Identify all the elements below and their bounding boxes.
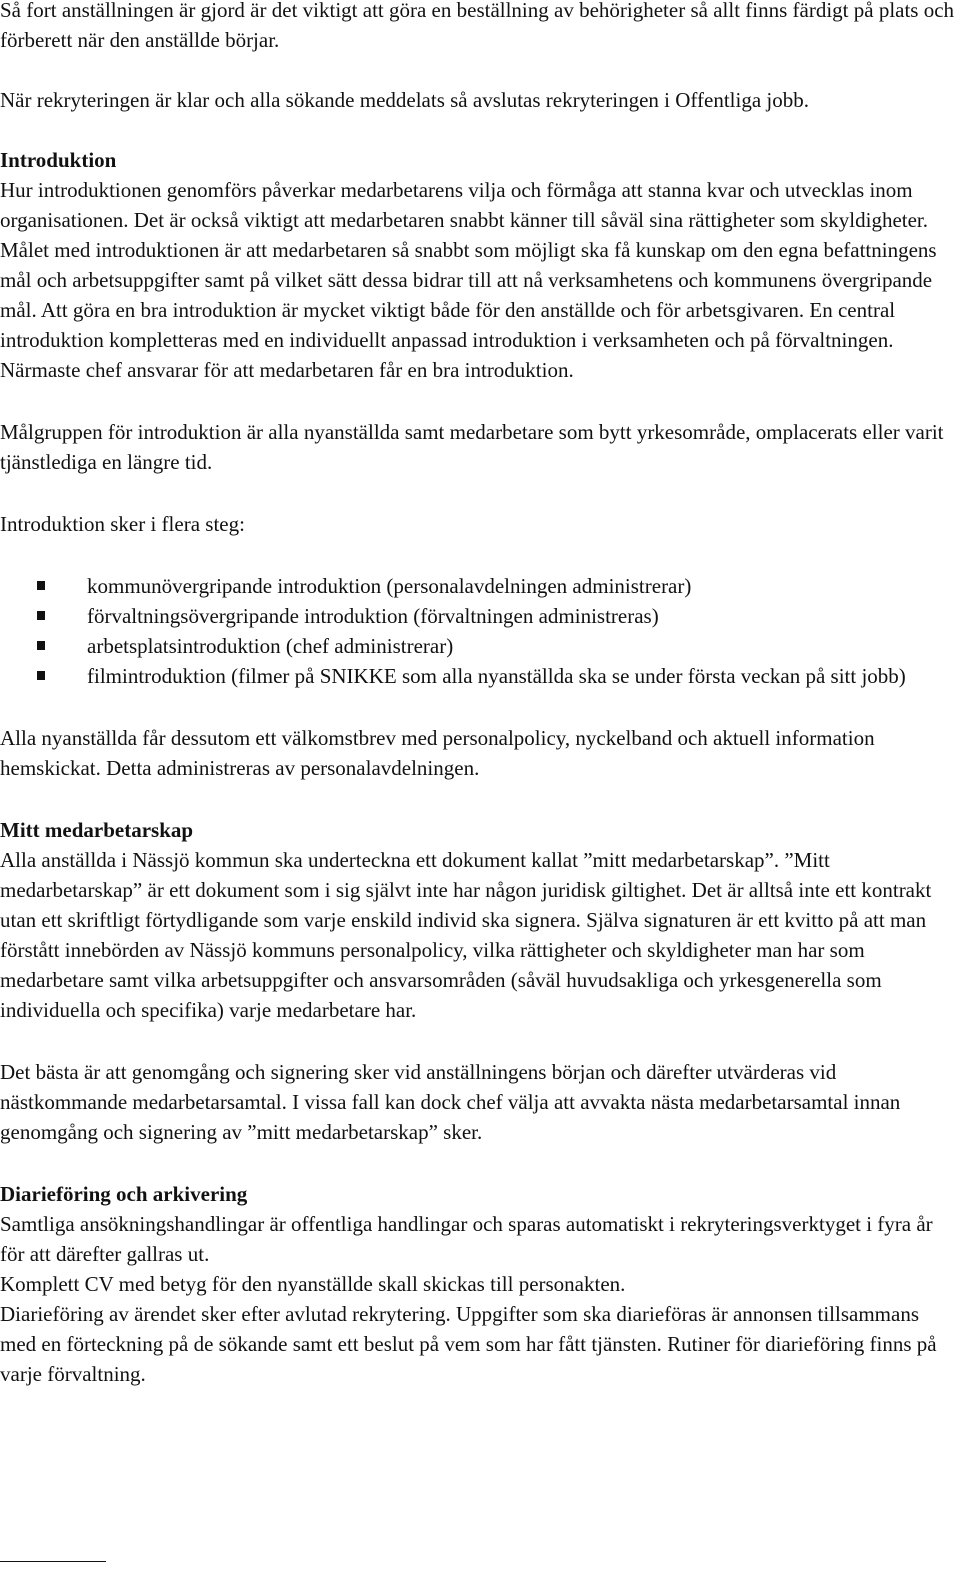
- paragraph-introduktion-body: Hur introduktionen genomförs påverkar medarbetarens vilja och förmåga att stanna kvar och utvecklas inom organisationen. Det är också viktigt att medarbetaren snabbt känner till såväl sina rättigheter som skyldigheter. Målet med introduktionen är att medarbetaren så snabbt som möjligt ska få kunskap om den egna befattningens mål och arbetsuppgifter samt på vilket sätt dessa bidrar till att nå verksamhetens och kommunens övergripande mål. Att göra en bra introduktion är mycket viktigt både för den anställde och för arbetsgivaren. En central introduktion kompletteras med en individuellt anpassad introduktion i verksamheten och på förvaltningen. Närmaste chef ansvarar för att medarbetaren får en bra introduktion.: [0, 178, 937, 382]
- paragraph-target-group: Målgruppen för introduktion är alla nyanställda samt medarbetare som bytt yrkesområde, omplacerats eller varit tjänstlediga en längre tid.: [0, 420, 944, 474]
- list-item-text: arbetsplatsintroduktion (chef administrerar): [87, 634, 454, 658]
- list-item: [0, 631, 958, 661]
- heading-diarieforing: Diarieföring och arkivering: [0, 1182, 248, 1206]
- list-item-text: kommunövergripande introduktion (personalavdelningen administrerar): [87, 574, 692, 598]
- list-item: [0, 661, 958, 691]
- paragraph-steps-intro: Introduktion sker i flera steg:: [0, 512, 245, 536]
- paragraph-order-permissions: Så fort anställningen är gjord är det viktigt att göra en beställning av behörigheter så allt finns färdigt på plats och förberett när den anställde börjar.: [0, 0, 955, 52]
- paragraph-registration-routine: Diarieföring av ärendet sker efter avlutad rekrytering. Uppgifter som ska diarieföras är annonsen tillsammans med en förteckning på de sökande samt ett beslut på vem som har fått tjänsten. Rutiner för diarieföring finns på varje förvaltning.: [0, 1302, 937, 1386]
- paragraph-signing-timing: Det bästa är att genomgång och signering sker vid anställningens början och därefter utvärderas vid nästkommande medarbetarsamtal. I vissa fall kan dock chef välja att avvakta nästa medarbetarsamtal innan genomgång och signering av ”mitt medarbetarskap” sker.: [0, 1060, 901, 1144]
- list-item-text: filmintroduktion (filmer på SNIKKE som alla nyanställda ska se under första veckan på sitt jobb): [87, 664, 906, 688]
- footnote-separator: [0, 1561, 106, 1562]
- paragraph-welcome-letter: Alla nyanställda får dessutom ett välkomstbrev med personalpolicy, nyckelband och aktuell information hemskickat. Detta administreras av personalavdelningen.: [0, 726, 875, 780]
- paragraph-application-documents: Samtliga ansökningshandlingar är offentliga handlingar och sparas automatiskt i rekryteringsverktyget i fyra år för att därefter gallras ut.: [0, 1212, 933, 1266]
- paragraph-cv-personnel-file: Komplett CV med betyg för den nyanställde skall skickas till personakten.: [0, 1272, 626, 1296]
- square-bullet-icon: [37, 581, 45, 590]
- square-bullet-icon: [37, 671, 45, 680]
- list-item: [0, 601, 958, 631]
- square-bullet-icon: [37, 611, 45, 620]
- square-bullet-icon: [37, 641, 45, 650]
- heading-introduktion: Introduktion: [0, 148, 117, 172]
- paragraph-close-recruitment: När rekryteringen är klar och alla sökande meddelats så avslutas rekryteringen i Offentliga jobb.: [0, 88, 809, 112]
- list-item: [0, 571, 958, 601]
- steps-list: [0, 571, 958, 691]
- list-item-text: förvaltningsövergripande introduktion (förvaltningen administreras): [87, 604, 659, 628]
- paragraph-mitt-medarbetarskap-body: Alla anställda i Nässjö kommun ska underteckna ett dokument kallat ”mitt medarbetarskap”. ”Mitt medarbetarskap” är ett dokument som i sig självt inte har någon juridisk giltighet. Det är alltså inte ett kontrakt utan ett skriftligt förtydligande som varje enskild individ ska signera. Själva signaturen är ett kvitto på att man förstått innebörden av Nässjö kommuns personalpolicy, vilka rättigheter och skyldigheter man har som medarbetare samt vilka arbetsuppgifter och ansvarsområden (såväl huvudsakliga och yrkesgenerella som individuella och specifika) varje medarbetare har.: [0, 848, 932, 1022]
- heading-mitt-medarbetarskap: Mitt medarbetarskap: [0, 818, 194, 842]
